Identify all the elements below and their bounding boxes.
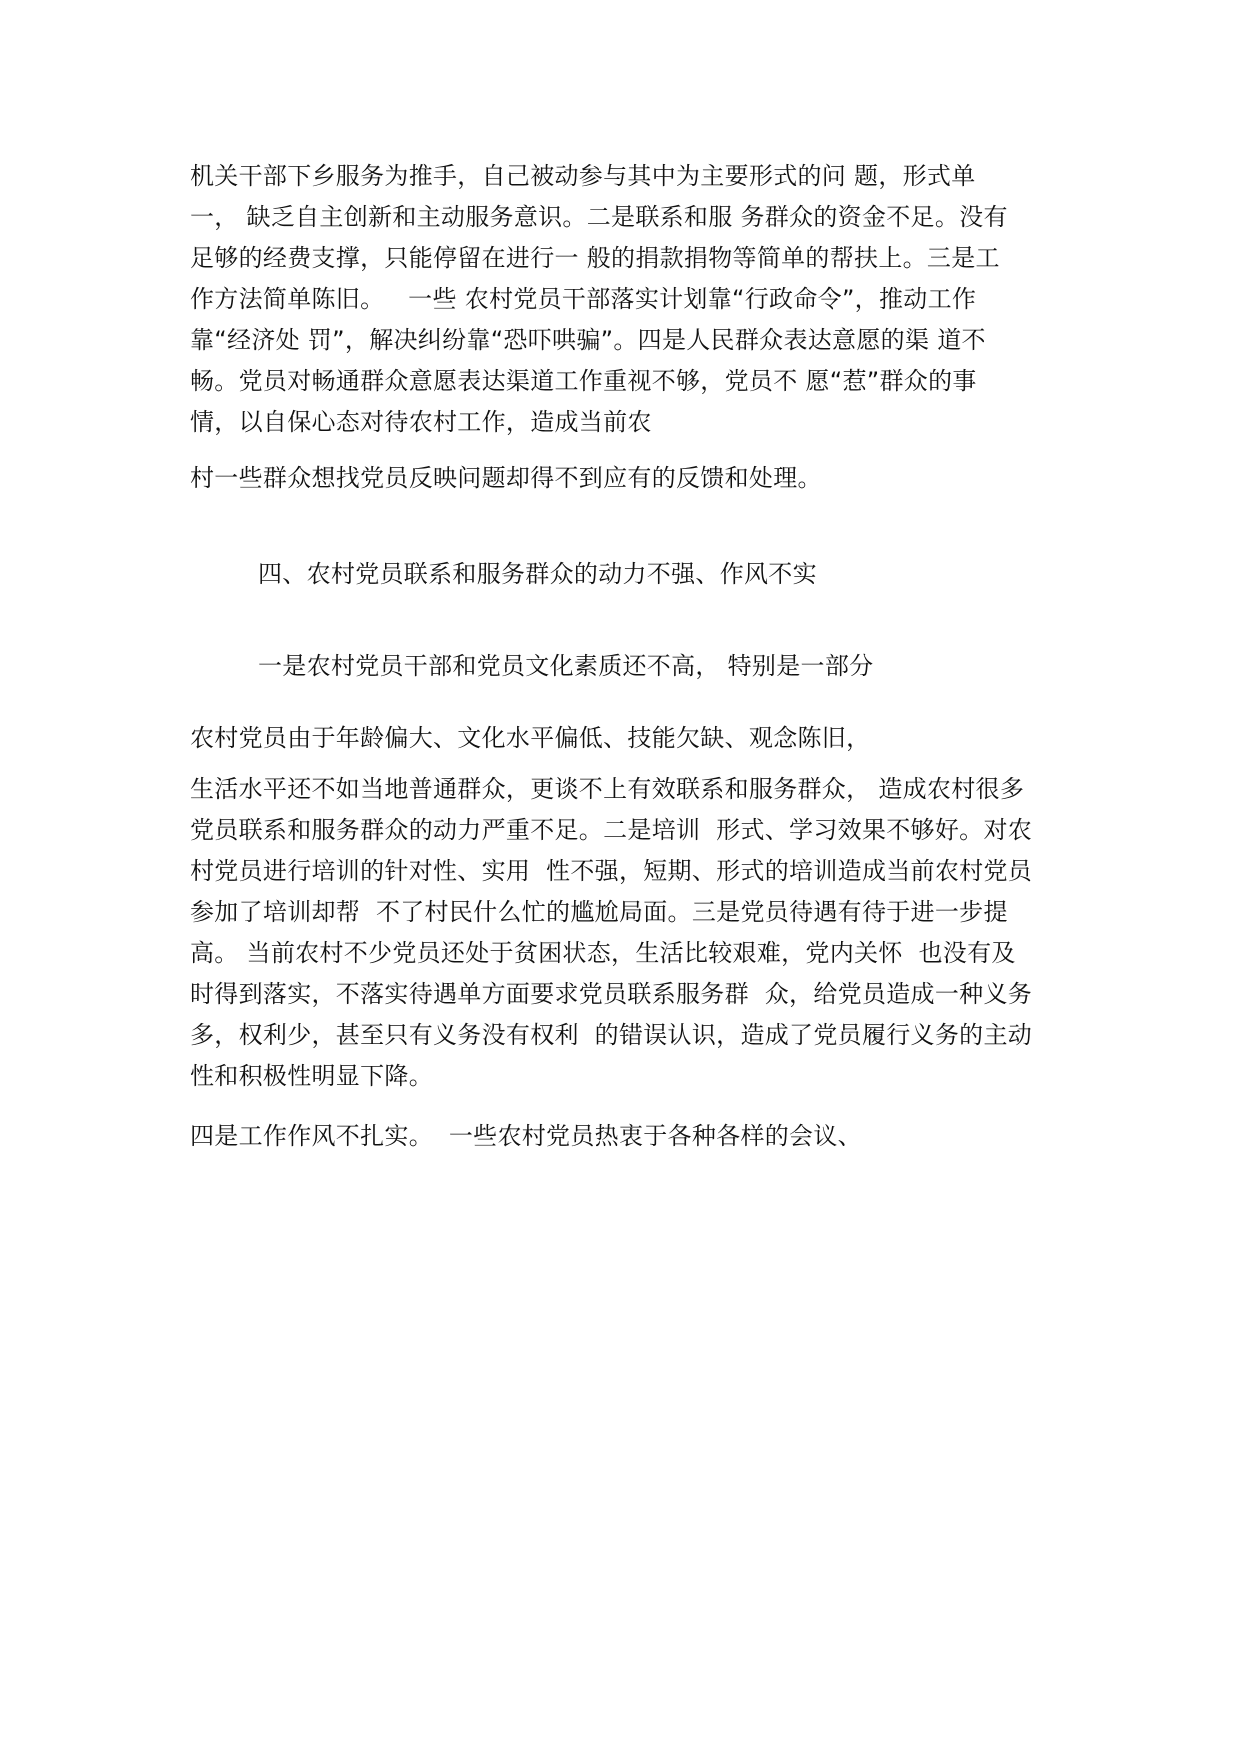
paragraph-line: 时得到落实，不落实待遇单方面要求党员联系服务群 众，给党员造成一种义务 — [190, 980, 1033, 1008]
paragraph-line: 村党员进行培训的针对性、实用 性不强，短期、形式的培训造成当前农村党员 — [190, 857, 1033, 885]
paragraph-line: 村一些群众想找党员反映问题却得不到应有的反馈和处理。 — [190, 464, 822, 492]
paragraph-line: 足够的经费支撑，只能停留在进行一 般的捐款捐物等简单的帮扶上。三是工 — [190, 244, 1000, 272]
paragraph-line: 一是农村党员干部和党员文化素质还不高， 特别是一部分 — [258, 652, 874, 680]
paragraph-line: 畅。党员对畅通群众意愿表达渠道工作重视不够，党员不 愿“惹”群众的事 — [190, 367, 977, 395]
paragraph-line: 机关干部下乡服务为推手，自己被动参与其中为主要形式的问 题，形式单 — [190, 162, 976, 190]
paragraph-line: 党员联系和服务群众的动力严重不足。二是培训 形式、学习效果不够好。对农 — [190, 816, 1033, 844]
paragraph-line: 作方法简单陈旧。 一些 农村党员干部落实计划靠“行政命令”，推动工作 — [190, 285, 977, 313]
paragraph-line: 一， 缺乏自主创新和主动服务意识。二是联系和服 务群众的资金不足。没有 — [190, 203, 1008, 231]
paragraph-line: 农村党员由于年龄偏大、文化水平偏低、技能欠缺、观念陈旧， — [190, 724, 871, 752]
paragraph-line: 参加了培训却帮 不了村民什么忙的尴尬局面。三是党员待遇有待于进一步提 — [190, 898, 1008, 926]
paragraph-line: 情，以自保心态对待农村工作，造成当前农 — [190, 408, 652, 436]
paragraph-line: 靠“经济处 罚”，解决纠纷靠“恐吓哄骗”。四是人民群众表达意愿的渠 道不 — [190, 326, 986, 354]
paragraph-line: 多，权利少，甚至只有义务没有权利 的错误认识，造成了党员履行义务的主动 — [190, 1021, 1033, 1049]
section-heading: 四、农村党员联系和服务群众的动力不强、作风不实 — [258, 560, 817, 588]
paragraph-line: 生活水平还不如当地普通群众，更谈不上有效联系和服务群众， 造成农村很多 — [190, 775, 1025, 803]
paragraph-line: 四是工作作风不扎实。 一些农村党员热衷于各种各样的会议、 — [190, 1122, 862, 1150]
paragraph-line: 高。 当前农村不少党员还处于贫困状态，生活比较艰难，党内关怀 也没有及 — [190, 939, 1016, 967]
paragraph-line: 性和积极性明显下降。 — [190, 1062, 433, 1090]
